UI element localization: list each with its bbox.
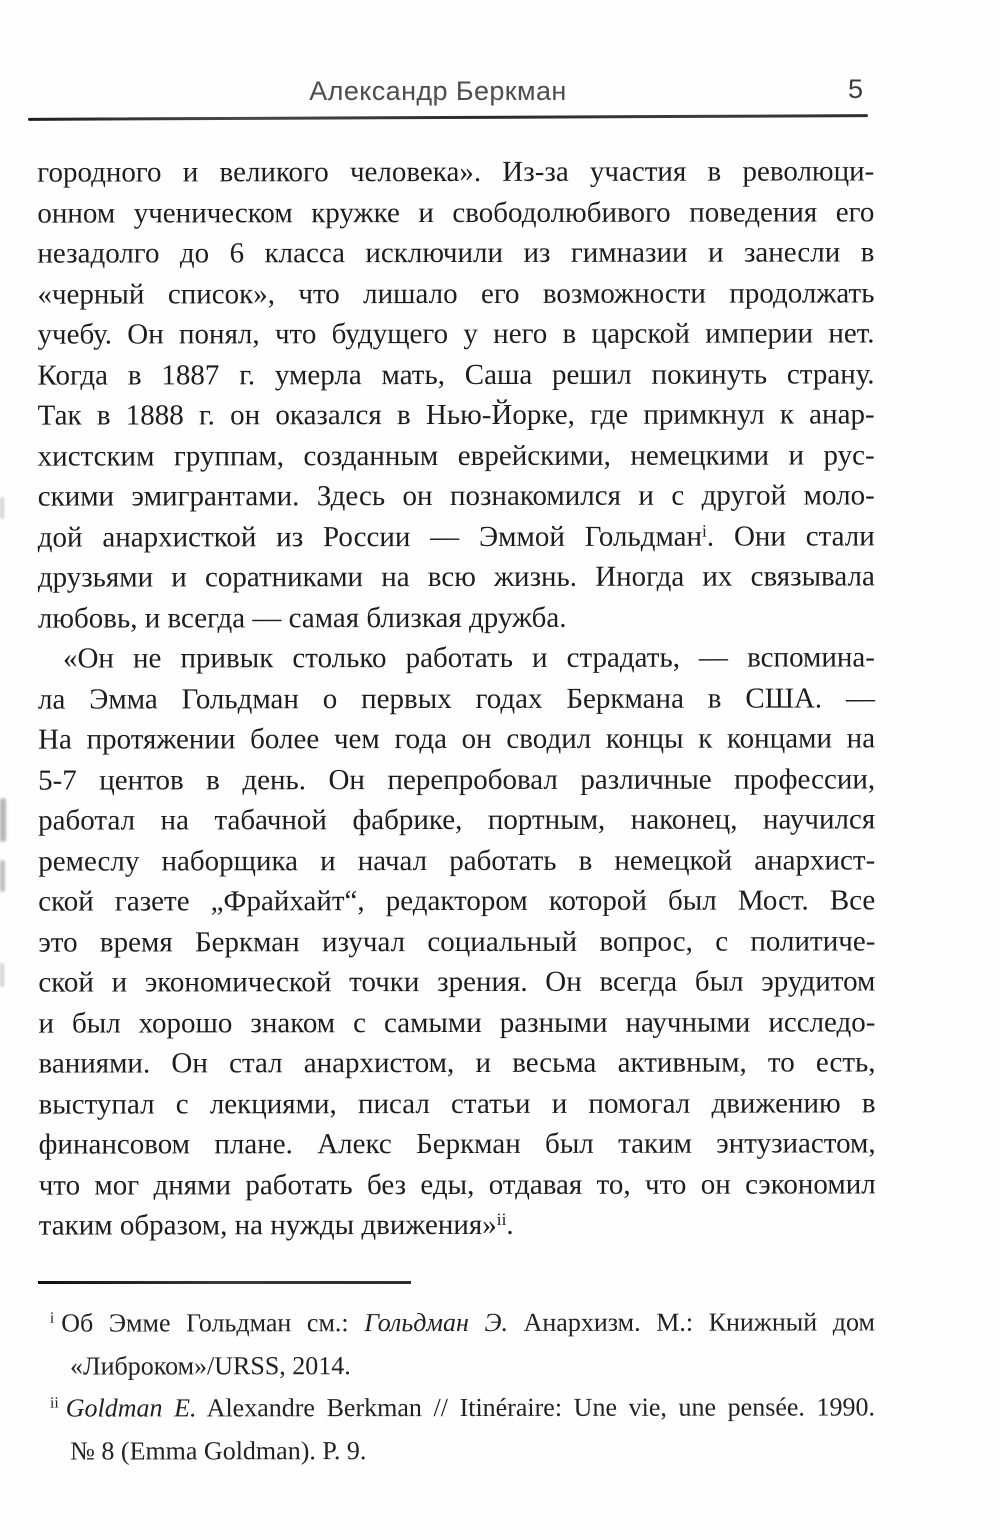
text-line: ла Эмма Гольдман о первых годах Беркмана в США. — bbox=[37, 681, 876, 716]
text-line: «Он не привык столько работать и страдать, — вспомина- bbox=[62, 641, 875, 675]
text-line: незадолго до 6 класса исключили из гимназии и занесли в bbox=[37, 236, 875, 270]
footnote-line: «Либроком»/URSS, 2014. bbox=[69, 1350, 351, 1381]
text-line: работал на табачной фабрике, портным, наконец, научился bbox=[38, 803, 876, 837]
text-line: 5-7 центов в день. Он перепробовал различные профессии, bbox=[38, 762, 876, 797]
scan-artifact bbox=[0, 860, 5, 892]
footnote-ref: ii bbox=[496, 1208, 507, 1229]
text-line: выступал с лекциями, писал статьи и помогал движению в bbox=[38, 1086, 876, 1121]
text-line: хистским группам, созданным еврейскими, немецкими и рус- bbox=[37, 438, 875, 473]
footnote-marker: i bbox=[49, 1309, 55, 1327]
footnote-line bbox=[38, 1386, 875, 1430]
text-segment: таким образом, на нужды движения» bbox=[38, 1208, 497, 1242]
text-line: ваниями. Он стал анархистом, и весьма активным, то есть, bbox=[38, 1046, 876, 1080]
footnote-line bbox=[38, 1301, 875, 1345]
text-segment: . Они стали bbox=[706, 519, 875, 553]
page-number: 5 bbox=[848, 74, 864, 104]
text-line: городного и великого человека». Из-за участия в революци- bbox=[37, 155, 875, 189]
footnote-separator bbox=[38, 1281, 411, 1284]
text-line: скими эмигрантами. Здесь он познакомился и с другой моло- bbox=[37, 479, 875, 513]
text-line bbox=[39, 1204, 876, 1246]
footnote-citation-author: Гольдман Э. bbox=[364, 1307, 509, 1338]
text-line bbox=[38, 516, 875, 558]
footnote bbox=[38, 1386, 875, 1472]
footnote-text: Alexandre Berkman // Itinéraire: Une vie, une pensée. 1990. bbox=[196, 1392, 876, 1423]
footnotes bbox=[38, 1301, 875, 1472]
footnote-line: № 8 (Emma Goldman). P. 9. bbox=[70, 1435, 367, 1466]
footnote-ref: i bbox=[702, 520, 707, 541]
text-line: ской и экономической точки зрения. Он всегда был эрудитом bbox=[38, 965, 876, 999]
text-line: что мог днями работать без еды, отдавая то, что он сэкономил bbox=[38, 1167, 876, 1202]
scan-artifact bbox=[0, 497, 4, 519]
text-line: ской газете „Фрайхайт“, редактором которой был Мост. Все bbox=[38, 884, 876, 918]
footnote-text: Об Эмме Гольдман см.: bbox=[61, 1308, 365, 1338]
scan-artifact bbox=[0, 798, 6, 842]
text-line: друзьями и соратниками на всю жизнь. Иногда их связывала bbox=[37, 560, 875, 594]
text-line: «черный список», что лишало его возможности продолжать bbox=[37, 276, 875, 311]
footnote-marker: ii bbox=[50, 1394, 59, 1412]
text-line: Так в 1888 г. он оказался в Нью-Йорке, где примкнул к анар- bbox=[37, 398, 875, 432]
text-line: На протяжении более чем года он сводил концы к концами на bbox=[38, 722, 876, 756]
text-line: учебу. Он понял, что будущего у него в царской империи нет. bbox=[37, 317, 875, 351]
text-segment: . bbox=[506, 1208, 514, 1241]
running-header-title: Александр Беркман bbox=[309, 76, 567, 106]
text-line: любовь, и всегда — самая близкая дружба. bbox=[37, 601, 567, 635]
text-line: финансовом плане. Алекс Беркман был таким энтузиастом, bbox=[38, 1127, 876, 1161]
text-line: и был хорошо знаком с самыми разными научными исследо- bbox=[38, 1005, 876, 1040]
header-rule bbox=[28, 114, 868, 121]
text-line: это время Беркман изучал социальный вопрос, с политиче- bbox=[38, 924, 876, 959]
text-line: ремеслу наборщика и начал работать в немецкой анархист- bbox=[38, 843, 876, 878]
scan-artifact bbox=[0, 963, 4, 987]
footnote-text: Анархизм. М.: Книжный дом bbox=[507, 1307, 875, 1337]
text-line: Когда в 1887 г. умерла мать, Саша решил покинуть страну. bbox=[37, 357, 875, 392]
footnote-citation-author: Goldman E. bbox=[65, 1393, 197, 1423]
footnote bbox=[38, 1301, 875, 1387]
text-line: онном ученическом кружке и свободолюбивого поведения его bbox=[37, 195, 875, 230]
body-text bbox=[37, 151, 876, 1246]
text-segment: дой анархисткой из России — Эммой Гольдман bbox=[37, 520, 703, 554]
